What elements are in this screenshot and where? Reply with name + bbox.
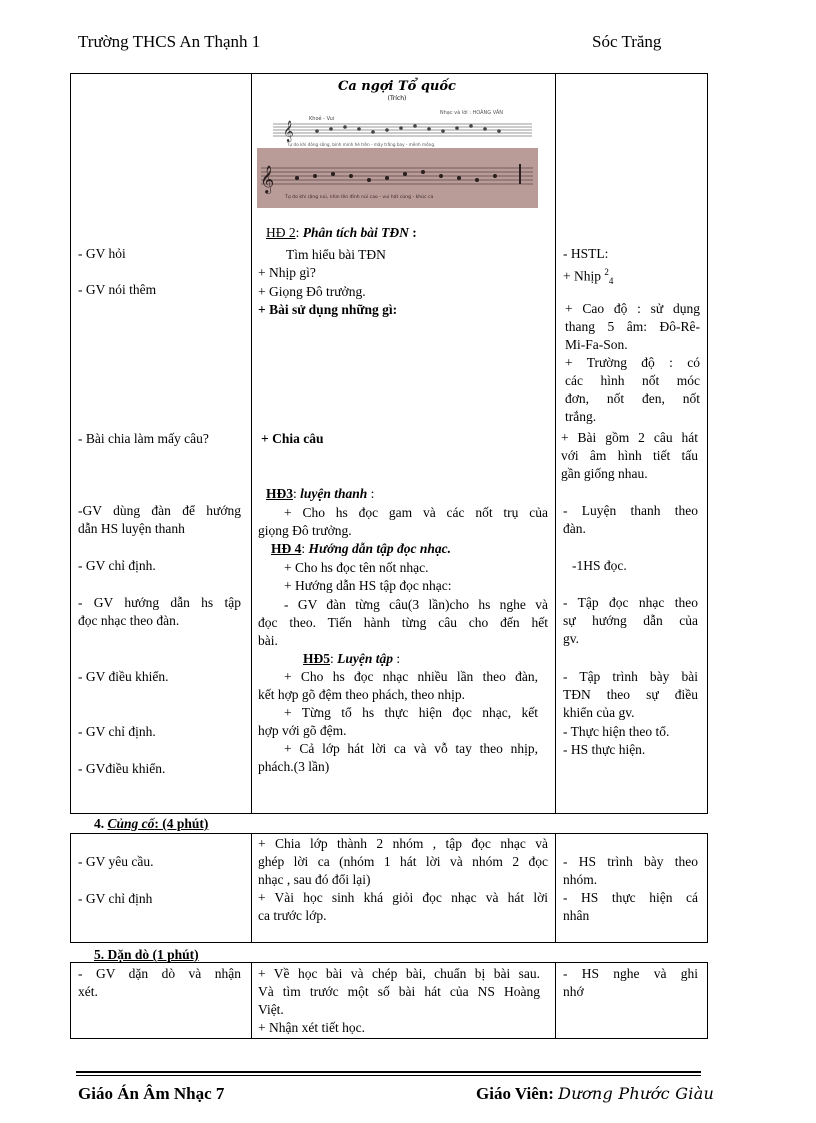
score-composer: Nhạc và lời : HOÀNG VÂN [439, 110, 503, 116]
hd3-content: + Cho hs đọc gam và các nốt trụ của giọng Đô trưởng. [258, 505, 548, 538]
hd4-line-2: + Hướng dẫn HS tập đọc nhạc: [284, 578, 452, 593]
score-title: Ca ngợi Tổ quốc [338, 79, 456, 94]
score-lyric-2: Tự do khi rặng núi, nhìn lên đỉnh núi cao - vui hát cùng - khúc ca [285, 195, 434, 200]
score-tempo: Khoẻ - Vui [309, 116, 335, 122]
hd5-heading: HĐ5: Luyện tập : [303, 651, 401, 666]
svg-text:𝄞: 𝄞 [260, 165, 275, 193]
right-hs-thuc-hien: - HS thực hiện. [563, 742, 646, 757]
right-nhip: + Nhịp $^2_4$ [563, 267, 614, 287]
left-chia-cau: - Bài chia làm mấy câu? [78, 431, 209, 446]
s4-middle: + Chia lớp thành 2 nhóm , tập đọc nhạc và ghép lời ca (nhóm 1 hát lời và nhóm 2 đọc nhạc , sau đó đổi lại) + Vài học sinh khá giỏi đọc nhạc và hát lời ca trước lớp. [258, 836, 548, 923]
right-thuc-hien-to: - Thực hiện theo tổ. [563, 724, 670, 739]
right-luyen-thanh: - Luyện thanh theo đàn. [563, 503, 698, 536]
province-name: Sóc Trăng [592, 32, 662, 51]
s5-middle: + Về học bài và chép bài, chuẩn bị bài sau. Và tìm trước một số bài hát của NS Hoàng Việt. + Nhận xét tiết học. [258, 966, 540, 1035]
hd2-line-2: + Nhịp gì? [258, 265, 316, 280]
right-hstl: - HSTL: [563, 246, 609, 261]
score-subtitle: (Trích) [387, 95, 407, 102]
hd2-line-1: Tìm hiểu bài TĐN [286, 247, 386, 262]
hd2-line-4: + Bài sử dụng những gì: [258, 302, 398, 317]
s5-right: - HS nghe và ghi nhớ [563, 966, 698, 999]
left-dieu-khien-2: - GVđiều khiển. [78, 761, 166, 776]
hd2-heading: HĐ 2: Phân tích bài TĐN : [266, 225, 417, 240]
section-5-heading: 5. Dặn dò (1 phút) [94, 947, 199, 962]
teacher-name: Dương Phước Giàu [558, 1084, 715, 1103]
right-bai-gom: + Bài gồm 2 câu hát với âm hình tiết tấu gần giống nhau. [561, 430, 698, 481]
hd5-content: + Cho hs đọc nhạc nhiều lần theo đàn, kết hợp gõ đệm theo phách, theo nhịp. + Từng tổ hs thực hiện đọc nhạc, kết hợp với gõ đệm. + Cả lớp hát lời ca và vỗ tay theo nhịp, phách.(3 lần) [258, 669, 538, 774]
chia-cau: + Chia câu [261, 431, 324, 446]
hd3-heading: HĐ3: luyện thanh : [266, 486, 375, 501]
s4-left-yeu-cau: - GV yêu cầu. [78, 854, 154, 869]
s4-right: - HS trình bày theo nhóm. - HS thực hiện cá nhân [563, 854, 698, 923]
s5-left: - GV dặn dò và nhận xét. [78, 966, 241, 999]
score-lyric-1: Tự do khi dòng sông, bình minh hé trên - mây trắng bay - mênh mông. [287, 142, 436, 147]
right-cao-do: + Cao độ : sử dụng thang 5 âm: Đô-Rê- Mi-Fa-Son. + Trường độ : có các hình nốt móc đơn, nốt đen, nốt trắng. [565, 301, 700, 424]
hd4-heading: HĐ 4: Hướng dẫn tập đọc nhạc. [271, 541, 451, 556]
footer-rule [76, 1071, 701, 1073]
footer-lesson-plan: Giáo Án Âm Nhạc 7 [78, 1084, 225, 1103]
footer-teacher: Giáo Viên: Dương Phước Giàu [476, 1084, 715, 1103]
left-gv-noi-them: - GV nói thêm [78, 282, 157, 297]
left-huong-dan-doc-nhac: - GV hướng dẫn hs tập đọc nhạc theo đàn. [78, 595, 241, 628]
s4-left-chi-dinh: - GV chỉ định [78, 891, 153, 906]
music-score-image [257, 76, 538, 208]
left-gv-hoi: - GV hỏi [78, 246, 126, 261]
hd4-line-1: + Cho hs đọc tên nốt nhạc. [284, 560, 429, 575]
right-tap-doc-nhac: - Tập đọc nhạc theo sự hướng dẫn của gv. [563, 595, 698, 646]
school-name: Trường THCS An Thạnh 1 [78, 32, 261, 51]
left-chi-dinh-1: - GV chỉ định. [78, 558, 156, 573]
left-huong-dan-luyen-thanh: -GV dùng đàn để hướng dẫn HS luyện thanh [78, 503, 241, 536]
svg-text:𝄞: 𝄞 [283, 121, 294, 142]
hd4-content: - GV đàn từng câu(3 lần)cho hs nghe và đọc theo. Tiến hành từng câu cho đến hết bài. [258, 597, 548, 648]
left-dieu-khien-1: - GV điều khiển. [78, 669, 169, 684]
left-chi-dinh-2: - GV chỉ định. [78, 724, 156, 739]
right-trinh-bay: - Tập trình bày bài TĐN theo sự điều khiển của gv. [563, 669, 698, 720]
hd2-line-3: + Giọng Đô trưởng. [258, 284, 366, 299]
section-4-heading: 4. Củng cố: (4 phút) [94, 816, 209, 831]
right-1hs-doc: -1HS đọc. [572, 558, 627, 573]
